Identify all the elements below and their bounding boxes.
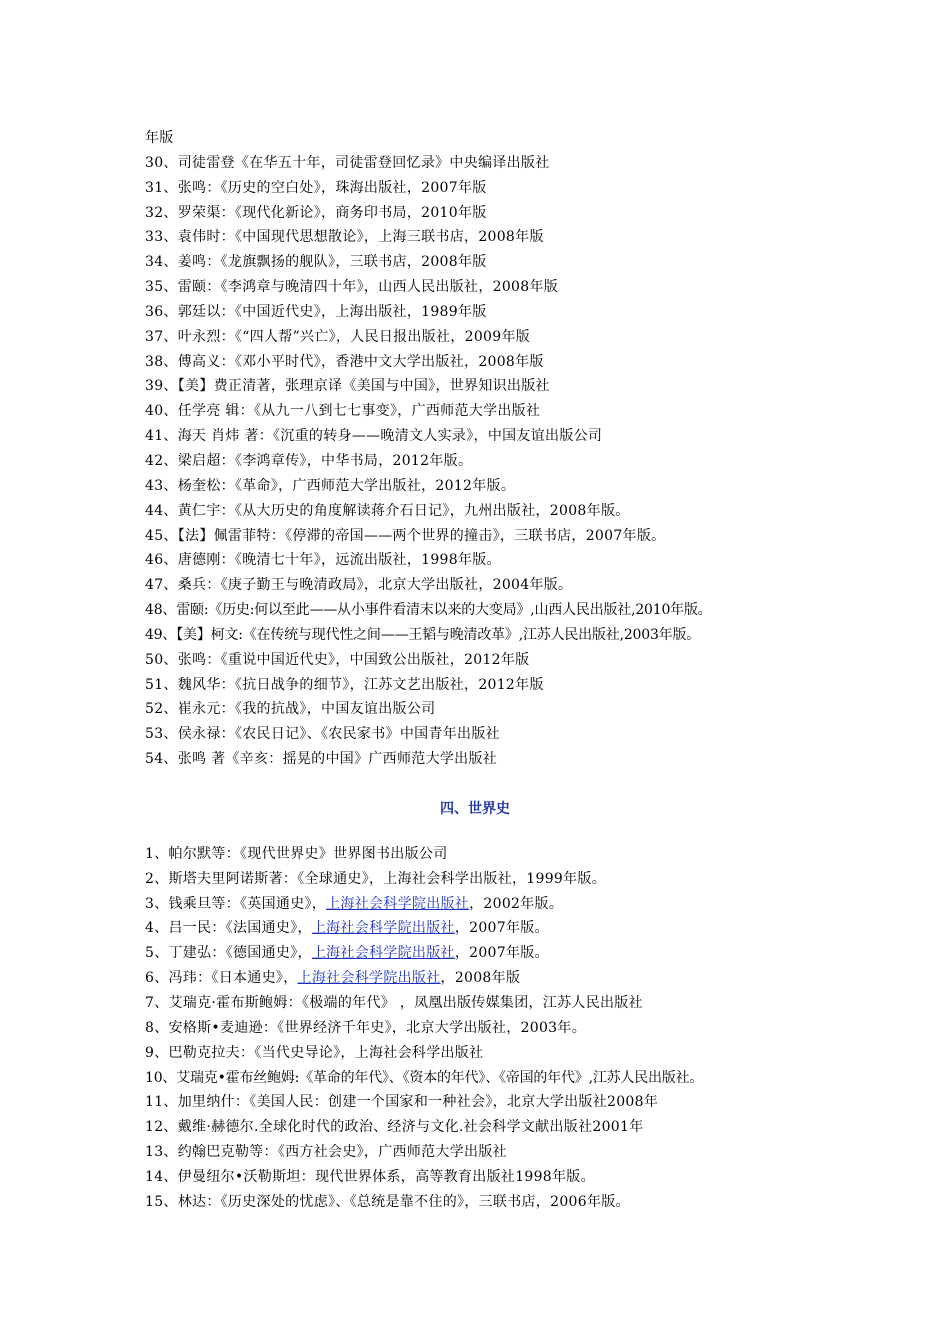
reference-list-world-history [145, 842, 835, 1215]
list-item: 15、林达：《历史深处的忧虑》、《总统是靠不住的》，三联书店，2006年版。 [145, 1193, 630, 1210]
list-item: 38、傅高义：《邓小平时代》，香港中文大学出版社，2008年版 [145, 353, 544, 370]
reference-list-modern-history [145, 126, 835, 772]
list-item: 41、海天 肖炜 著：《沉重的转身——晚清文人实录》，中国友谊出版公司 [145, 428, 603, 445]
document-page [145, 126, 835, 1215]
list-item: 1、帕尔默等：《现代世界史》世界图书出版公司 [145, 845, 448, 862]
publisher-link[interactable]: 上海社会科学院出版社 [326, 895, 470, 912]
list-item: 43、杨奎松：《革命》，广西师范大学出版社，2012年版。 [145, 477, 516, 494]
list-item [145, 941, 835, 966]
list-item: 52、崔永元：《我的抗战》，中国友谊出版公司 [145, 701, 436, 718]
list-item-text: 5、丁建弘：《德国通史》， [145, 945, 312, 962]
list-item: 42、梁启超：《李鸿章传》，中华书局，2012年版。 [145, 452, 473, 469]
publisher-link[interactable]: 上海社会科学院出版社 [311, 920, 455, 937]
list-item: 46、唐德刚：《晚清七十年》，远流出版社，1998年版。 [145, 552, 501, 569]
list-item: 10、艾瑞克•霍布丝鲍姆:《革命的年代》、《资本的年代》、《帝国的年代》,江苏人民出版社。 [145, 1069, 704, 1086]
list-item: 30、司徒雷登《在华五十年，司徒雷登回忆录》中央编译出版社 [145, 154, 550, 171]
list-item: 37、叶永烈：《“四人帮”兴亡》，人民日报出版社，2009年版 [145, 328, 531, 345]
list-item: 44、黄仁宇：《从大历史的角度解读蒋介石日记》，九州出版社，2008年版。 [145, 502, 630, 519]
list-item [145, 892, 835, 917]
list-item: 13、约翰巴克勒等：《西方社会史》，广西师范大学出版社 [145, 1144, 507, 1161]
publisher-link[interactable]: 上海社会科学院出版社 [311, 945, 455, 962]
list-item: 40、任学亮 辑：《从九一八到七七事变》，广西师范大学出版社 [145, 403, 541, 420]
list-item: 8、安格斯•麦迪逊：《世界经济千年史》，北京大学出版社，2003年。 [145, 1019, 586, 1036]
list-item: 11、加里纳什：《美国人民：创建一个国家和一种社会》，北京大学出版社2008年 [145, 1094, 659, 1111]
list-item: 47、桑兵：《庚子勤王与晚清政局》，北京大学出版社，2004年版。 [145, 577, 573, 594]
list-item: 32、罗荣渠：《现代化新论》，商务印书局，2010年版 [145, 204, 487, 221]
list-item: 年版 [145, 130, 174, 146]
list-item-text: ，2007年版。 [454, 920, 549, 937]
section-heading-world-history: 四、世界史 [440, 800, 510, 817]
list-item: 39、【美】费正清著，张理京译《美国与中国》，世界知识出版社 [145, 378, 550, 395]
list-item-text: 6、冯玮：《日本通史》， [145, 970, 298, 987]
list-item: 34、姜鸣：《龙旗飘扬的舰队》，三联书店，2008年版 [145, 254, 487, 271]
list-item: 35、雷颐：《李鸿章与晚清四十年》，山西人民出版社，2008年版 [145, 279, 559, 296]
list-item-text: 4、吕一民：《法国通史》， [145, 920, 312, 937]
list-item: 45、【法】佩雷菲特：《停滞的帝国——两个世界的撞击》，三联书店，2007年版。 [145, 527, 666, 544]
list-item: 48、雷颐:《历史:何以至此——从小事件看清末以来的大变局》,山西人民出版社,2010年版。 [145, 602, 712, 619]
list-item: 49、【美】柯文:《在传统与现代性之间——王韬与晚清改革》,江苏人民出版社,2003年版。 [145, 626, 701, 643]
list-item: 54、张鸣 著《辛亥：摇晃的中国》广西师范大学出版社 [145, 751, 498, 768]
list-item-text: ，2007年版。 [454, 945, 549, 962]
list-item-text: ，2008年版 [440, 970, 521, 987]
list-item: 53、侯永禄：《农民日记》、《农民家书》中国青年出版社 [145, 726, 500, 743]
list-item [145, 916, 835, 941]
list-item: 12、戴维·赫德尔.全球化时代的政治、经济与文化.社会科学文献出版社2001年 [145, 1119, 644, 1136]
list-item: 14、伊曼纽尔•沃勒斯坦：现代世界体系，高等教育出版社1998年版。 [145, 1168, 595, 1185]
publisher-link[interactable]: 上海社会科学院出版社 [297, 970, 441, 987]
list-item: 51、魏风华：《抗日战争的细节》，江苏文艺出版社，2012年版 [145, 676, 544, 693]
list-item: 2、斯塔夫里阿诺斯著：《全球通史》，上海社会科学出版社，1999年版。 [145, 870, 607, 887]
list-item: 7、艾瑞克·霍布斯鲍姆：《极端的年代》 ，凤凰出版传媒集团，江苏人民出版社 [145, 995, 643, 1011]
list-item: 50、张鸣：《重说中国近代史》，中国致公出版社，2012年版 [145, 651, 530, 668]
list-item: 31、张鸣：《历史的空白处》，珠海出版社，2007年版 [145, 179, 487, 196]
list-item-text: ，2002年版。 [469, 895, 564, 912]
list-item: 9、巴勒克拉夫：《当代史导论》，上海社会科学出版社 [145, 1044, 484, 1061]
list-item: 36、郭廷以：《中国近代史》，上海出版社，1989年版 [145, 303, 487, 320]
list-item [145, 966, 835, 991]
list-item-text: 3、钱乘旦等：《英国通史》， [145, 895, 327, 912]
list-item: 33、袁伟时：《中国现代思想散论》，上海三联书店，2008年版 [145, 229, 544, 246]
